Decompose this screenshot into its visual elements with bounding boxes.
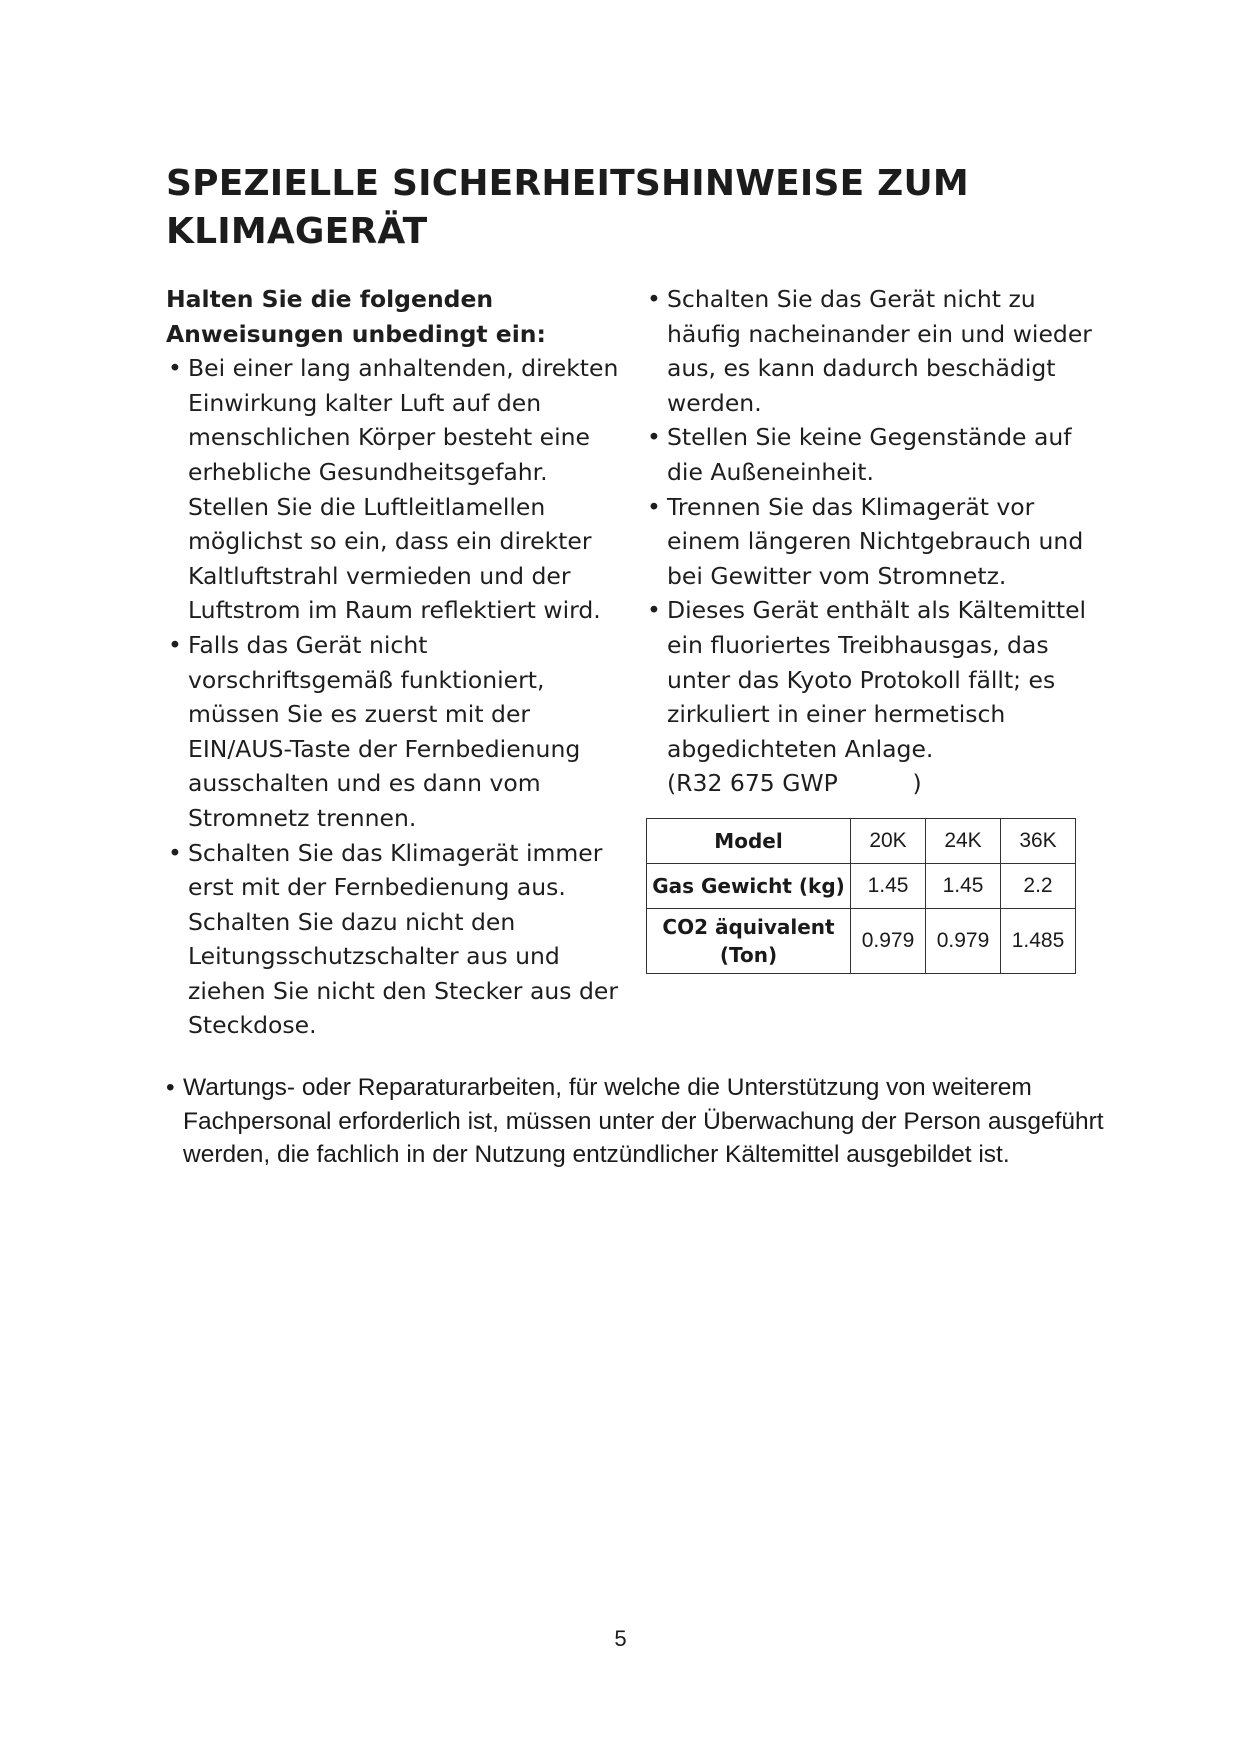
bullet-icon: • [166, 1074, 175, 1101]
title-line-2: KLIMAGERÄT [166, 211, 428, 252]
table-cell: 20K [851, 819, 926, 864]
table-row [647, 864, 1076, 909]
list-item [645, 420, 1105, 489]
list-item [645, 593, 1105, 766]
table-cell: 0.979 [926, 909, 1001, 974]
right-bullet-list [645, 282, 1105, 766]
table-cell-co2-label: CO2 äquivalent (Ton) [647, 909, 851, 974]
list-item [645, 490, 1105, 594]
bullet-icon: • [647, 492, 661, 521]
bullet-icon: • [168, 838, 182, 867]
bullet-icon: • [647, 423, 661, 452]
bullet-icon: • [647, 596, 661, 625]
table-cell: 1.45 [926, 864, 1001, 909]
table-cell: 0.979 [851, 909, 926, 974]
list-item-text: Bei einer lang anhaltenden, direkten Einwirkung kalter Luft auf den menschlichen Körper besteht eine erhebliche Gesundheitsgefahr. Stellen Sie die Luftleitlamellen möglichst so ein, dass ein direkter Kaltluftstrahl vermieden und der Luftstrom im Raum reflektiert wird. [188, 354, 619, 625]
table-cell: 1.485 [1001, 909, 1076, 974]
refrigerant-table [646, 818, 1076, 974]
list-item-text: Stellen Sie keine Gegenstände auf die Außeneinheit. [667, 423, 1072, 486]
maintenance-note [166, 1071, 1126, 1172]
list-item-text: Trennen Sie das Klimagerät vor einem längeren Nichtgebrauch und bei Gewitter vom Stromnetz. [667, 492, 1084, 590]
right-column [645, 282, 1105, 801]
table-row [647, 819, 1076, 864]
list-item [166, 628, 626, 836]
bullet-icon: • [168, 354, 182, 383]
intro-heading: Halten Sie die folgenden Anweisungen unbedingt ein: [166, 285, 546, 348]
list-item [166, 836, 626, 1044]
left-column [166, 282, 626, 1043]
maintenance-note-text: Wartungs- oder Reparaturarbeiten, für welche die Unterstützung von weiterem Fachpersonal erforderlich ist, müssen unter der Überwachung der Person ausgeführt werden, die fachlich in der Nutzung entzündlicher Kältemittel ausgebildet ist. [183, 1074, 1104, 1168]
bullet-icon: • [647, 285, 661, 313]
table-cell: 2.2 [1001, 864, 1076, 909]
left-bullet-list [166, 351, 626, 1043]
list-item [166, 351, 626, 628]
table-cell: 24K [926, 819, 1001, 864]
list-item-text: Dieses Gerät enthält als Kältemittel ein fluoriertes Treibhausgas, das unter das Kyoto Protokoll fällt; es zirkuliert in einer hermetisch abgedichteten Anlage. [667, 596, 1087, 763]
title-line-1: SPEZIELLE SICHERHEITSHINWEISE ZUM [166, 163, 969, 204]
list-item-text: Schalten Sie das Gerät nicht zu häufig nacheinander ein und wieder aus, es kann dadurch beschädigt werden. [667, 285, 1092, 417]
bullet-icon: • [168, 630, 182, 659]
list-item [645, 282, 1105, 420]
page-title [166, 160, 1066, 256]
table-cell-model-label: Model [647, 819, 851, 864]
table-cell-gas-weight-label: Gas Gewicht (kg) [647, 864, 851, 909]
table-row [647, 909, 1076, 974]
table-cell: 36K [1001, 819, 1076, 864]
page-number: 5 [614, 1626, 627, 1651]
list-item-text: Schalten Sie das Klimagerät immer erst mit der Fernbedienung aus. Schalten Sie dazu nicht den Leitungsschutzschalter aus und ziehen Sie nicht den Stecker aus der Steckdose. [188, 838, 618, 1040]
list-item-text: Falls das Gerät nicht vorschriftsgemäß funktioniert, müssen Sie es zuerst mit der EIN/AUS-Taste der Fernbedienung ausschalten und es dann vom Stromnetz trennen. [188, 630, 581, 832]
table-cell: 1.45 [851, 864, 926, 909]
gwp-note: (R32 675 GWP ) [667, 769, 922, 798]
